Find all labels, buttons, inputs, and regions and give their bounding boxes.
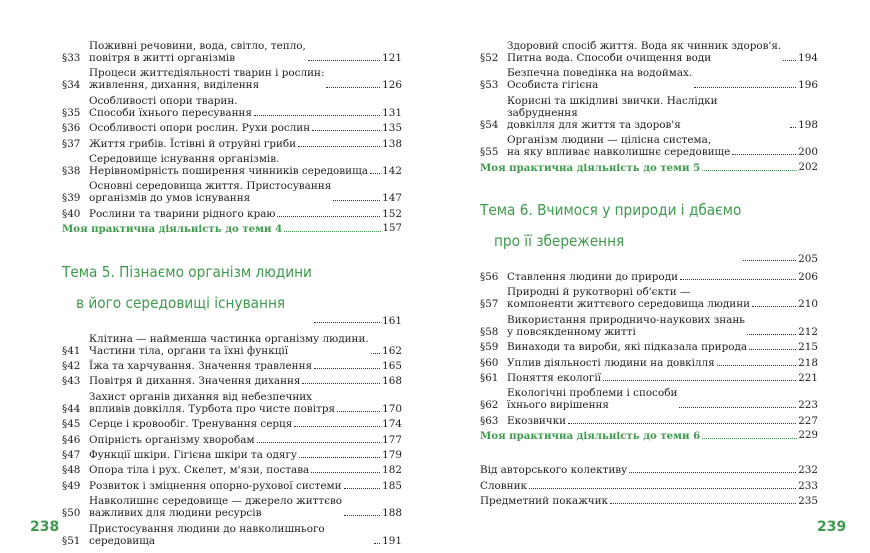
entry-title: Здоровий спосіб життя. Вода як чинник здоров'я. Питна вода. Способи очищення води bbox=[507, 40, 782, 64]
practice-title: Моя практична діяльність до теми 4 bbox=[62, 223, 283, 236]
entry-body bbox=[507, 314, 818, 338]
page-ref: 218 bbox=[798, 356, 818, 369]
entry-body bbox=[507, 95, 818, 131]
practice-entry bbox=[480, 162, 818, 174]
entry-body bbox=[89, 418, 402, 430]
entry-title: Розвиток і зміцнення опорно-рухової системи bbox=[89, 479, 342, 492]
page-ref: 232 bbox=[798, 464, 818, 477]
entry-title: Їжа та харчування. Значення травлення bbox=[89, 360, 313, 373]
page-ref: 142 bbox=[382, 164, 402, 177]
entry-body bbox=[89, 449, 402, 461]
toc-entry[interactable] bbox=[62, 95, 402, 119]
dot-leader bbox=[694, 86, 796, 88]
entry-title: Процеси життєдіяльності тварин і рослин: живлення, дихання, виділення bbox=[89, 67, 325, 92]
section-number: §61 bbox=[480, 372, 499, 385]
entry-title: Поживні речовини, вода, світло, тепло, повітря в житті організмів bbox=[89, 40, 306, 64]
page-ref: 182 bbox=[382, 464, 402, 477]
entry-title: Екологічні проблеми і способи їхнього вирішення bbox=[507, 387, 678, 412]
appendix-entry[interactable] bbox=[480, 495, 818, 507]
dot-leader bbox=[344, 487, 381, 489]
entry-body bbox=[480, 464, 818, 476]
toc-entry[interactable] bbox=[480, 67, 818, 91]
page-ref: 147 bbox=[382, 192, 402, 205]
dot-leader bbox=[298, 145, 380, 147]
page-ref: 126 bbox=[382, 79, 402, 92]
page-ref: 162 bbox=[382, 344, 402, 357]
page-ref: 221 bbox=[798, 372, 818, 385]
toc-entry[interactable] bbox=[62, 418, 402, 430]
entry-title: Функції шкіри. Гігієна шкіри та одягу bbox=[89, 448, 298, 461]
toc-entry[interactable] bbox=[480, 271, 818, 283]
section-number: §60 bbox=[480, 356, 499, 369]
dot-leader bbox=[314, 367, 380, 369]
page-ref: 135 bbox=[382, 122, 402, 135]
dot-leader bbox=[702, 169, 796, 171]
section-number: §38 bbox=[62, 164, 81, 177]
section-number: §54 bbox=[480, 118, 499, 131]
dot-leader bbox=[680, 278, 796, 280]
dot-leader bbox=[749, 348, 796, 350]
toc-entry[interactable] bbox=[62, 138, 402, 150]
entry-title: Екозвички bbox=[507, 414, 567, 427]
toc-entry[interactable] bbox=[62, 449, 402, 461]
entry-body bbox=[507, 415, 818, 427]
section-number: §57 bbox=[480, 298, 499, 311]
section-number: §58 bbox=[480, 325, 499, 338]
dot-leader bbox=[732, 153, 796, 155]
entry-body bbox=[89, 480, 402, 492]
entry-title: Основні середовища життя. Пристосування організмів до умов існування bbox=[89, 180, 332, 205]
entry-body bbox=[89, 375, 402, 387]
page-ref: 191 bbox=[382, 534, 402, 547]
page-ref: 174 bbox=[382, 418, 402, 431]
dot-leader bbox=[610, 502, 796, 504]
page-ref: 229 bbox=[798, 430, 818, 442]
section-number: §41 bbox=[62, 344, 81, 357]
page-ref: 185 bbox=[382, 479, 402, 492]
page-ref: 179 bbox=[382, 448, 402, 461]
section-number: §36 bbox=[62, 122, 81, 135]
section-number: §33 bbox=[62, 52, 81, 64]
toc-entry[interactable] bbox=[62, 40, 402, 64]
entry-title: Особливості опори тварин. Способи їхнього пересування bbox=[89, 94, 252, 119]
dot-leader bbox=[783, 59, 796, 61]
section-number: §63 bbox=[480, 414, 499, 427]
toc-entry[interactable] bbox=[480, 314, 818, 338]
entry-body bbox=[507, 387, 818, 411]
entry-title: Середовище існування організмів. Нерівномірність поширення чинників середовища bbox=[89, 152, 368, 177]
page-ref: 157 bbox=[382, 223, 402, 235]
entry-title: Клітина — найменша частинка організму людини. Частини тіла, органи та їхні функції bbox=[89, 332, 369, 357]
entry-title: Предметний покажчик bbox=[480, 494, 609, 507]
page-ref: 161 bbox=[382, 314, 402, 327]
toc-entry[interactable] bbox=[480, 95, 818, 131]
toc-entry[interactable] bbox=[62, 464, 402, 476]
dot-leader bbox=[257, 441, 381, 443]
entry-title: Навколишнє середовище — джерело життєво важливих для людини ресурсів bbox=[89, 495, 343, 520]
entry-title: Від авторського колективу bbox=[480, 464, 628, 477]
page-ref: 202 bbox=[798, 161, 818, 173]
page-number: 239 bbox=[817, 519, 847, 535]
section-list bbox=[62, 333, 402, 547]
toc-entry[interactable] bbox=[480, 387, 818, 411]
theme-title: Тема 5. Пізнаємо організм людини в його середовищі існування bbox=[62, 262, 312, 312]
toc-entry[interactable] bbox=[62, 434, 402, 446]
entry-title: Опора тіла і рух. Скелет, м'язи, постава bbox=[89, 464, 310, 477]
page-ref: 152 bbox=[382, 207, 402, 220]
entry-title: Корисні та шкідливі звички. Наслідки забруднення довкілля для життя та здоров'я bbox=[507, 94, 718, 131]
toc-entry[interactable] bbox=[62, 360, 402, 372]
page-ref: 206 bbox=[798, 271, 818, 284]
section-number: §47 bbox=[62, 448, 81, 461]
dot-leader bbox=[344, 514, 380, 516]
theme-title: Тема 6. Вчимося у природи і дбаємо про її збереження bbox=[480, 201, 742, 251]
entry-body bbox=[89, 67, 402, 91]
section-list bbox=[62, 40, 402, 220]
theme-heading bbox=[480, 188, 818, 266]
entry-body bbox=[507, 40, 818, 64]
dot-leader bbox=[299, 456, 380, 458]
section-number: §45 bbox=[62, 418, 81, 431]
section-list bbox=[480, 40, 818, 158]
toc-entry[interactable] bbox=[62, 523, 402, 547]
page-ref: 194 bbox=[798, 52, 818, 64]
entry-title: Безпечна поведінка на водоймах. Особиста гігієна bbox=[507, 67, 693, 92]
toc-entry[interactable] bbox=[480, 40, 818, 64]
appendix-entry[interactable] bbox=[480, 480, 818, 492]
entry-title: Рослини та тварини рідного краю bbox=[89, 207, 276, 220]
page-ref: 165 bbox=[382, 360, 402, 373]
section-number: §48 bbox=[62, 464, 81, 477]
toc-entry[interactable] bbox=[480, 134, 818, 158]
page-number: 238 bbox=[30, 519, 60, 535]
section-number: §39 bbox=[62, 192, 81, 205]
entry-body bbox=[89, 333, 402, 357]
entry-title: Природні й рукотворні об'єкти — компоненти життєвого середовища людини bbox=[507, 286, 751, 311]
entry-body bbox=[507, 134, 818, 158]
section-number: §40 bbox=[62, 207, 81, 220]
entry-title: Організм людини — цілісна система, на яку впливає навколишнє середовище bbox=[507, 134, 731, 159]
section-number: §53 bbox=[480, 79, 499, 92]
entry-body bbox=[89, 122, 402, 134]
dot-leader bbox=[743, 259, 796, 261]
practice-entry bbox=[62, 223, 402, 235]
entry-title: Використання природничо-наукових знань у повсякденному житті bbox=[507, 313, 745, 338]
appendix-list bbox=[480, 464, 818, 507]
dot-leader bbox=[603, 379, 796, 381]
page-ref: 168 bbox=[382, 375, 402, 388]
dot-leader bbox=[679, 406, 796, 408]
toc-entry[interactable] bbox=[62, 208, 402, 220]
appendix-entry[interactable] bbox=[480, 464, 818, 476]
entry-body bbox=[89, 523, 402, 547]
page-ref: 198 bbox=[798, 118, 818, 131]
toc-entry[interactable] bbox=[62, 495, 402, 519]
section-number: §52 bbox=[480, 52, 499, 64]
page-ref: 235 bbox=[798, 494, 818, 507]
toc-entry[interactable] bbox=[62, 333, 402, 357]
section-number: §34 bbox=[62, 79, 81, 92]
toc-entry[interactable] bbox=[62, 391, 402, 415]
section-number: §51 bbox=[62, 534, 81, 547]
entry-body bbox=[89, 391, 402, 415]
entry-body bbox=[480, 495, 818, 507]
dot-leader bbox=[568, 422, 796, 424]
toc-entry[interactable] bbox=[62, 153, 402, 177]
section-number: §59 bbox=[480, 341, 499, 354]
dot-leader bbox=[790, 126, 796, 128]
toc-entry[interactable] bbox=[480, 357, 818, 369]
toc-entry[interactable] bbox=[62, 67, 402, 91]
practice-entry bbox=[480, 430, 818, 442]
entry-title: Серце і кровообіг. Тренування серця bbox=[89, 418, 293, 431]
dot-leader bbox=[529, 487, 796, 489]
entry-body bbox=[89, 360, 402, 372]
dot-leader bbox=[702, 437, 796, 439]
entry-body bbox=[89, 434, 402, 446]
section-number: §35 bbox=[62, 106, 81, 119]
entry-body bbox=[89, 464, 402, 476]
page-ref: 188 bbox=[382, 507, 402, 520]
entry-title: Ставлення людини до природи bbox=[507, 271, 679, 284]
toc-entry[interactable] bbox=[480, 341, 818, 353]
dot-leader bbox=[371, 352, 380, 354]
section-number: §62 bbox=[480, 399, 499, 412]
dot-leader bbox=[333, 199, 380, 201]
entry-title: Словник bbox=[480, 479, 528, 492]
entry-title: Захист органів дихання від небезпечних впливів довкілля. Турбота про чисте повітря bbox=[89, 390, 336, 415]
entry-body bbox=[89, 208, 402, 220]
practice-title: Моя практична діяльність до теми 5 bbox=[480, 161, 701, 174]
page-ref: 233 bbox=[798, 479, 818, 492]
section-number: §43 bbox=[62, 375, 81, 388]
dot-leader bbox=[312, 129, 380, 131]
page-ref: 170 bbox=[382, 402, 402, 415]
dot-leader bbox=[314, 321, 380, 323]
toc-entry[interactable] bbox=[480, 286, 818, 310]
toc-entry[interactable] bbox=[62, 375, 402, 387]
entry-body bbox=[507, 271, 818, 283]
dot-leader bbox=[717, 364, 797, 366]
page-ref: 227 bbox=[798, 414, 818, 427]
toc-entry[interactable] bbox=[62, 480, 402, 492]
dot-leader bbox=[277, 215, 380, 217]
dot-leader bbox=[284, 230, 380, 232]
dot-leader bbox=[752, 305, 796, 307]
dot-leader bbox=[370, 172, 380, 174]
dot-leader bbox=[311, 471, 380, 473]
entry-body bbox=[507, 341, 818, 353]
section-number: §42 bbox=[62, 360, 81, 373]
page-ref: 177 bbox=[382, 433, 402, 446]
entry-title: Уплив діяльності людини на довкілля bbox=[507, 356, 715, 369]
section-list bbox=[480, 271, 818, 427]
page-ref: 223 bbox=[798, 399, 818, 412]
entry-body bbox=[89, 495, 402, 519]
toc-entry[interactable] bbox=[62, 180, 402, 204]
page-ref: 215 bbox=[798, 341, 818, 354]
entry-body bbox=[89, 138, 402, 150]
page-ref: 138 bbox=[382, 137, 402, 150]
section-number: §37 bbox=[62, 137, 81, 150]
entry-title: Винаходи та вироби, які підказала природа bbox=[507, 341, 748, 354]
toc-entry[interactable] bbox=[62, 122, 402, 134]
page-ref: 210 bbox=[798, 298, 818, 311]
page-ref: 212 bbox=[798, 325, 818, 338]
entry-body bbox=[89, 153, 402, 177]
entry-title: Опірність організму хворобам bbox=[89, 433, 255, 446]
toc-entry[interactable] bbox=[480, 372, 818, 384]
dot-leader bbox=[294, 425, 380, 427]
section-number: §56 bbox=[480, 271, 499, 284]
entry-title: Життя грибів. Їстівні й отруйні гриби bbox=[89, 137, 297, 150]
entry-body bbox=[89, 95, 402, 119]
theme-heading bbox=[62, 249, 402, 327]
entry-title: Повітря й дихання. Значення дихання bbox=[89, 375, 301, 388]
section-number: §50 bbox=[62, 507, 81, 520]
entry-body bbox=[507, 372, 818, 384]
entry-title: Пристосування людини до навколишнього середовища bbox=[89, 522, 325, 547]
entry-body bbox=[507, 286, 818, 310]
section-number: §44 bbox=[62, 402, 81, 415]
page-ref: 200 bbox=[798, 146, 818, 159]
section-number: §49 bbox=[62, 479, 81, 492]
right-page bbox=[480, 40, 818, 510]
dot-leader bbox=[254, 114, 380, 116]
dot-leader bbox=[326, 86, 380, 88]
left-page bbox=[62, 40, 402, 550]
page-ref: 121 bbox=[382, 52, 402, 64]
dot-leader bbox=[629, 471, 796, 473]
page-ref: 196 bbox=[798, 79, 818, 92]
entry-title: Поняття екології bbox=[507, 372, 601, 385]
entry-body bbox=[89, 40, 402, 64]
entry-body bbox=[507, 357, 818, 369]
entry-title: Особливості опори рослин. Рухи рослин bbox=[89, 122, 311, 135]
entry-body bbox=[480, 480, 818, 492]
entry-body bbox=[89, 180, 402, 204]
page-ref: 205 bbox=[798, 253, 818, 266]
section-number: §55 bbox=[480, 146, 499, 159]
page-ref: 131 bbox=[382, 106, 402, 119]
dot-leader bbox=[308, 59, 380, 61]
dot-leader bbox=[374, 542, 380, 544]
dot-leader bbox=[747, 333, 796, 335]
toc-entry[interactable] bbox=[480, 415, 818, 427]
practice-title: Моя практична діяльність до теми 6 bbox=[480, 430, 701, 443]
entry-body bbox=[507, 67, 818, 91]
dot-leader bbox=[337, 410, 380, 412]
section-number: §46 bbox=[62, 433, 81, 446]
dot-leader bbox=[302, 382, 380, 384]
